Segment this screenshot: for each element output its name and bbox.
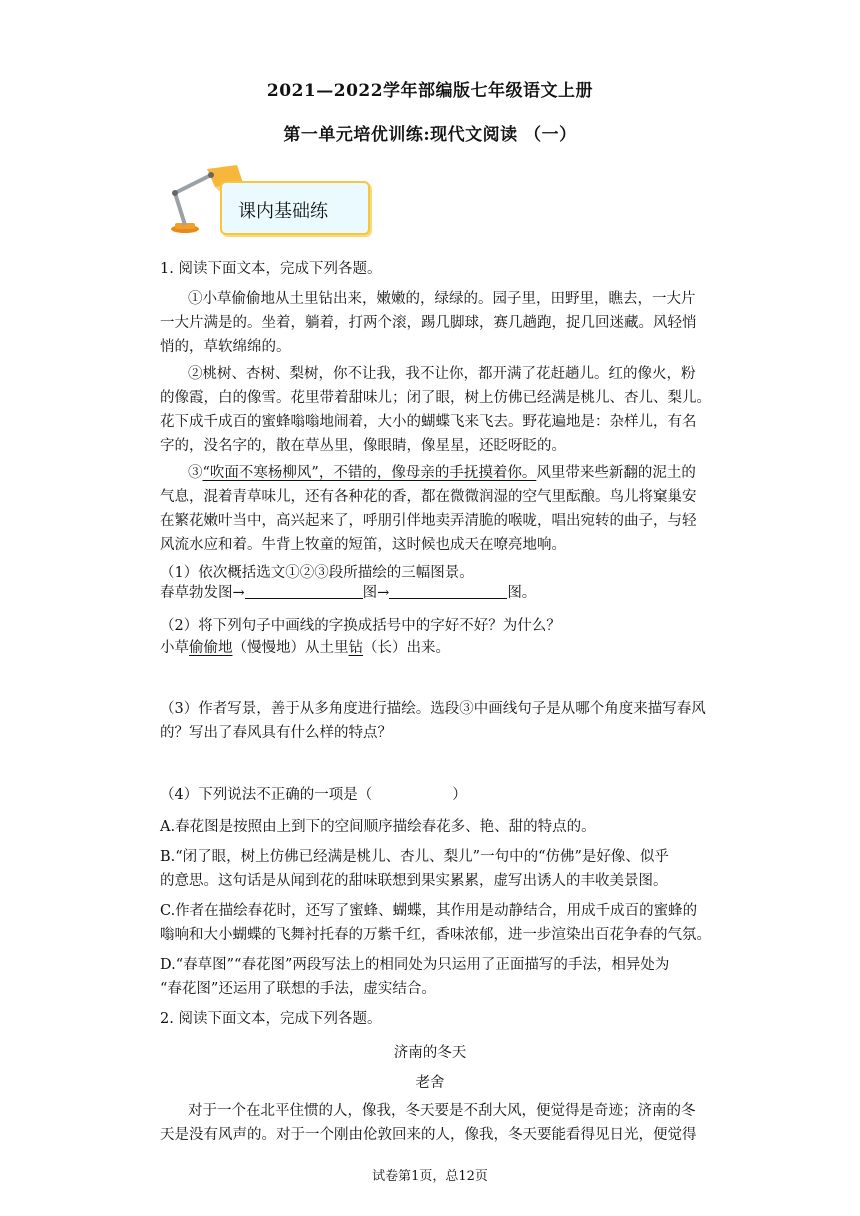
passage-author: 老舍 <box>415 1075 445 1091</box>
underlined-word: 钻 <box>348 640 363 656</box>
q1-p2-line: 字的，没名字的，散在草丛里，像眼睛，像星星，还眨呀眨的。 <box>160 438 566 454</box>
q1-sub2-sentence <box>160 638 450 658</box>
option-c-line: 嗡响和大小蝴蝶的飞舞衬托春的万紫千红，香味浓郁，进一步渲染出百花争春的气氛。 <box>160 927 711 943</box>
q1-p2-line: 花下成千成百的蜜蜂嗡嗡地闹着，大小的蝴蝶飞来飞去。野花遍地是：杂样儿，有名 <box>160 414 697 430</box>
option-c-line: C.作者在描绘春花时，还写了蜜蜂、蝴蝶，其作用是动静结合，用成千成百的蜜蜂的 <box>160 903 698 919</box>
sentence-text: 风里带来些新翻的泥土的 <box>536 465 696 481</box>
section-banner-label: 课内基础练 <box>238 201 328 222</box>
option-b-line: 的意思。这句话是从闻到花的甜味联想到果实累累，虚写出诱人的丰收美景图。 <box>160 873 668 889</box>
underlined-word: 偷偷地 <box>189 640 233 656</box>
q1-sub1-question: （1）依次概括选文①②③段所描绘的三幅图景。 <box>160 565 474 581</box>
q1-intro: 1. 阅读下面文本，完成下列各题。 <box>160 261 382 277</box>
option-b-line: B.“闭了眼，树上仿佛已经满是桃儿、杏儿、梨儿”一句中的“仿佛”是好像、似乎 <box>160 849 669 865</box>
q2-p1-line: 对于一个在北平住惯的人，像我，冬天要是不刮大风，便觉得是奇迹；济南的冬 <box>188 1103 696 1119</box>
section-banner <box>220 181 370 235</box>
q1-p1-line: ①小草偷偷地从土里钻出来，嫩嫩的，绿绿的。园子里，田野里，瞧去，一大片 <box>188 291 696 307</box>
q1-sub4-question <box>160 785 467 805</box>
sentence-text: （长）出来。 <box>363 640 450 656</box>
q1-sub3-question: （3）作者写景，善于从多角度进行描绘。选段③中画线句子是从哪个角度来描写春风 <box>160 701 706 717</box>
q1-p3-line: 在繁花嫩叶当中，高兴起来了，呼朋引伴地卖弄清脆的喉咙，唱出宛转的曲子，与轻 <box>160 513 697 529</box>
q1-p3-line: 风流水应和着。牛背上牧童的短笛，这时候也成天在嘹亮地响。 <box>160 537 566 553</box>
q2-p1-line: 天是没有风声的。对于一个刚由伦敦回来的人，像我，冬天要能看得见日光，便觉得 <box>160 1127 697 1143</box>
q1-sub2-question: （2）将下列句子中画线的字换成括号中的字好不好？为什么？ <box>160 618 561 634</box>
answer-blank-1[interactable] <box>245 584 363 599</box>
q1-p3-line: 气息，混着青草味儿，还有各种花的香，都在微微润湿的空气里酝酿。鸟儿将窠巢安 <box>160 489 697 505</box>
sentence-text: 小草 <box>160 640 189 656</box>
q1-p1-line: 悄的，草软绵绵的。 <box>160 339 291 355</box>
q1-p3-first-line <box>188 463 696 483</box>
passage-title: 济南的冬天 <box>393 1045 467 1061</box>
q1-p1-line: 一大片满是的。坐着，躺着，打两个滚，踢几脚球，赛几趟跑，捉几回迷藏。风轻悄 <box>160 315 697 331</box>
q2-intro: 2. 阅读下面文本，完成下列各题。 <box>160 1011 382 1027</box>
question-text: ） <box>452 787 467 803</box>
option-d-line: D.“春草图”“春花图”两段写法上的相同处为只运用了正面描写的手法，相异处为 <box>160 957 670 973</box>
answer-mid: 图→ <box>362 585 390 601</box>
answer-suffix: 图。 <box>507 585 537 601</box>
sentence-text: （慢慢地）从土里 <box>232 640 349 656</box>
answer-prefix: 春草勃发图→ <box>160 585 245 601</box>
paragraph-number: ③ <box>188 465 203 481</box>
page-footer: 试卷第1页，总12页 <box>372 1169 488 1184</box>
q1-sub3-question: 的？写出了春风具有什么样的特点？ <box>160 725 392 741</box>
question-text: （4）下列说法不正确的一项是（ <box>160 787 373 803</box>
option-a: A.春花图是按照由上到下的空间顺序描绘春花多、艳、甜的特点的。 <box>160 819 596 835</box>
q1-p2-line: ②桃树、杏树、梨树，你不让我，我不让你，都开满了花赶趟儿。红的像火，粉 <box>188 366 696 382</box>
underlined-sentence: “吹面不寒杨柳风”，不错的，像母亲的手抚摸着你。 <box>202 465 537 481</box>
page-title: 2021—2022学年部编版七年级语文上册 <box>266 81 594 101</box>
q1-sub1-answer <box>160 583 536 603</box>
page-subtitle: 第一单元培优训练:现代文阅读 （一） <box>283 125 577 145</box>
q1-p2-line: 的像霞，白的像雪。花里带着甜味儿；闭了眼，树上仿佛已经满是桃儿、杏儿、梨儿。 <box>160 390 711 406</box>
option-d-line: “春花图”还运用了联想的手法，虚实结合。 <box>160 981 436 997</box>
answer-blank-2[interactable] <box>389 584 507 599</box>
